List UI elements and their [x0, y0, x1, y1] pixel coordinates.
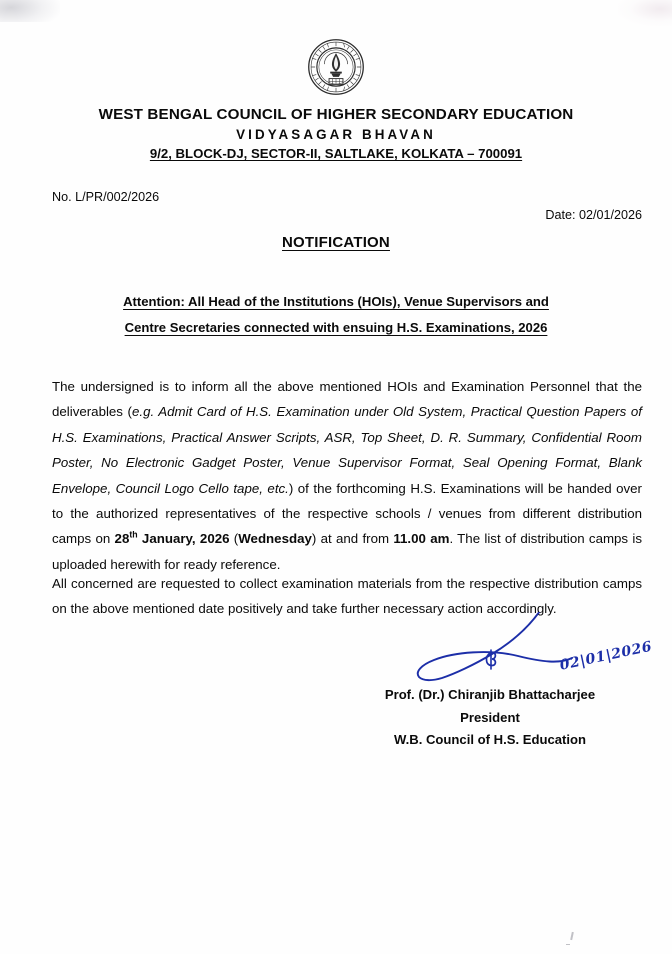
attention-line-1-text: Attention: All Head of the Institutions (HOIs), Venue Supervisors and — [123, 294, 549, 309]
document-header — [0, 106, 672, 162]
attention-block — [0, 289, 672, 341]
para1-deliverables-list: e.g. Admit Card of H.S. Examination under Old System, Practical Question Papers of H.S. Examinations, Practical Answer Scripts, ASR, Top Sheet, D. R. Summary, Confidential Room Poster, No Electronic Gadget Poster, Venue Supervisor Format, Seal Opening Format, Blank Envelope, Council Logo Cello tape, etc. — [52, 404, 642, 496]
para1-date-bold: January, 2026 — [137, 531, 230, 547]
office-address — [0, 145, 672, 162]
signatory-name: Prof. (Dr.) Chiranjib Bhattacharjee — [384, 687, 596, 702]
para1-day-suffix: th — [129, 530, 138, 541]
para1-lead-text: The undersigned is to inform all the above mentioned HOIs and Examination Personnel that the deliverables ( — [52, 379, 642, 420]
para1-paren-close: ) — [311, 531, 317, 547]
page-title-text: NOTIFICATION — [282, 234, 390, 251]
para1-weekday: Wednesday — [238, 531, 312, 547]
para1-tail-text: . The list of distribution camps is uploaded herewith for ready reference. — [52, 531, 642, 572]
reference-line — [52, 190, 642, 224]
scan-artifact-top-right — [618, 0, 672, 26]
body-paragraph-2: All concerned are requested to collect examination materials from the respective distribution camps on the above mentioned date positively and take further necessary action accordingly. — [52, 576, 642, 617]
scan-speck — [566, 944, 570, 945]
para1-text-before-time: at and from — [316, 531, 394, 547]
organisation-name: WEST BENGAL COUNCIL OF HIGHER SECONDARY EDUCATION — [98, 106, 574, 123]
office-address-text: 9/2, BLOCK-DJ, SECTOR-II, SALTLAKE, KOLKATA – 700091 — [149, 145, 523, 161]
para1-time: 11.00 am — [393, 531, 450, 547]
body-paragraph-1 — [52, 374, 642, 577]
reference-number: No. L/PR/002/2026 — [52, 190, 160, 204]
attention-line-1 — [0, 289, 672, 315]
attention-line-2 — [0, 315, 672, 341]
scan-artifact-top-left — [0, 0, 60, 22]
reference-date: Date: 02/01/2026 — [545, 208, 642, 222]
para1-paren-open: ( — [229, 531, 239, 547]
emblem-container — [0, 38, 672, 96]
building-name: VIDYASAGAR BHAVAN — [236, 126, 436, 142]
attention-line-2-text: Centre Secretaries connected with ensuing H.S. Examinations, 2026 — [124, 320, 548, 335]
para1-day-number: 28 — [114, 531, 130, 547]
signatory-designation: President — [460, 709, 520, 725]
council-seal-emblem-icon — [307, 38, 365, 96]
signatory-block — [330, 684, 650, 752]
page-title — [0, 234, 672, 251]
para1-middle-text: ) of the forthcoming H.S. Examinations will be handed over to the authorized representatives of the respective schools / venues from different distribution camps on — [52, 480, 642, 547]
signatory-institution: W.B. Council of H.S. Education — [393, 732, 587, 747]
scan-speck — [570, 932, 574, 940]
handwritten-date: 02|01|2026 — [558, 638, 654, 674]
